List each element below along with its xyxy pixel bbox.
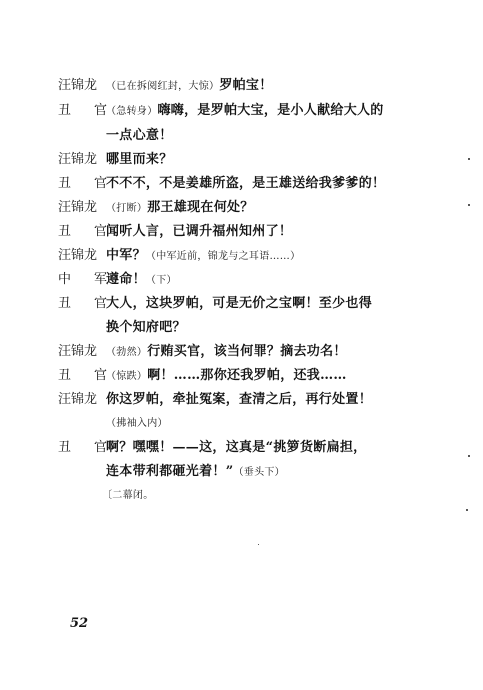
dialogue: 大人，这块罗帕，可是无价之宝啊！至少也得: [106, 296, 373, 311]
script-line: [58, 78, 273, 95]
dialogue: （打断）那王雄现在何处？: [106, 200, 254, 215]
speaker-name: 丑 官: [58, 176, 113, 191]
dialogue-continuation: 连本带利都砸光着！”（垂头下）: [106, 464, 285, 479]
script-line: [58, 296, 372, 312]
dialogue: 不不不，不是姜雄所盗，是王雄送给我爹爹的！: [106, 176, 386, 191]
speaker-name: 汪锦龙: [58, 200, 98, 215]
dialogue: （急转身）嗨嗨，是罗帕大宝，是小人献给大人的: [106, 103, 384, 118]
script-line: [58, 368, 347, 385]
dialogue: 中军？（中军近前，锦龙与之耳语……）: [106, 248, 301, 263]
dialogue-continuation: 一点心意！: [106, 128, 173, 143]
script-line: [58, 344, 347, 361]
script-line: [58, 224, 292, 240]
script-line: [58, 440, 366, 456]
dialogue: 啊？嘿嘿！——这，这真是“挑箩货断扁担，: [106, 440, 367, 455]
print-speck: [466, 509, 468, 511]
print-speck: [468, 158, 470, 160]
script-line: [58, 152, 173, 168]
script-line: [58, 248, 300, 265]
dialogue: 遵命！（下）: [106, 272, 177, 287]
speaker-name: 丑 官: [58, 103, 113, 118]
print-speck: [468, 204, 470, 206]
dialogue: （已在拆阅红封，大惊）罗帕宝！: [106, 78, 273, 93]
print-speck: [258, 544, 259, 545]
speaker-name: 丑 官: [58, 368, 113, 383]
stage-direction: （急转身）: [106, 106, 158, 117]
dialogue-continuation: 换个知府吧？: [106, 320, 186, 335]
speaker-name: 汪锦龙: [58, 248, 98, 263]
speaker-name: 丑 官: [58, 224, 113, 239]
stage-direction: （勃然）: [106, 347, 148, 358]
stage-direction: （已在拆阅红封，大惊）: [106, 81, 220, 92]
dialogue: 哪里而来？: [106, 152, 173, 167]
dialogue: 闻听人言，已调升福州知州了！: [106, 224, 293, 239]
script-line: [58, 200, 254, 217]
stage-direction: （拂袖入内）: [106, 418, 168, 429]
stage-direction: （打断）: [106, 203, 148, 214]
stage-direction: （中军近前，锦龙与之耳语……）: [145, 251, 301, 262]
speaker-name: 中 军: [58, 272, 113, 287]
speaker-name: 汪锦龙: [58, 152, 98, 167]
dialogue: 你这罗帕，牵扯冤案，查清之后，再行处置！: [106, 392, 373, 407]
script-line: [58, 392, 372, 408]
script-line: [58, 272, 177, 289]
stage-direction: （下）: [145, 275, 177, 286]
speaker-name: 汪锦龙: [58, 78, 98, 93]
page-number: 52: [70, 616, 89, 631]
stage-direction: 〔二幕闭。: [102, 490, 154, 501]
speaker-name: 丑 官: [58, 296, 113, 311]
script-line: [58, 103, 384, 120]
speaker-name: 汪锦龙: [58, 392, 98, 407]
dialogue: （勃然）行贿买官，该当何罪？摘去功名！: [106, 344, 347, 359]
dialogue: （惊跌）啊！……那你还我罗帕，还我……: [106, 368, 347, 383]
stage-direction: （垂头下）: [233, 467, 285, 478]
print-speck: [468, 455, 470, 457]
stage-direction: （惊跌）: [106, 371, 148, 382]
speaker-name: 汪锦龙: [58, 344, 98, 359]
speaker-name: 丑 官: [58, 440, 113, 455]
script-line: [58, 176, 385, 192]
